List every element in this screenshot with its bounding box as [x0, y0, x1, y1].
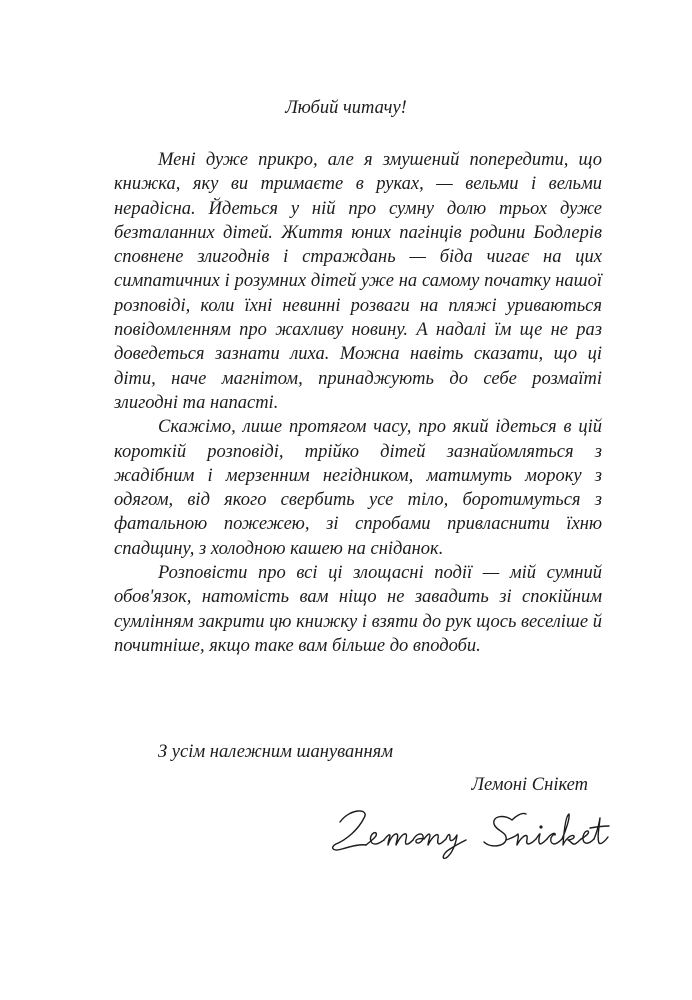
- letter-body: [114, 148, 602, 658]
- letter-paragraph-2: Скажімо, лише протягом часу, про який ідеться в цій короткій розповіді, трійко дітей зазнайомляться з жадібним і мерзенним негідником, матимуть мороку з одягом, від якого свербить усе тіло, боротимуться з фатальною пожежею, зі спробами привласнити їхню спадщину, з холодною кашею на сніданок.: [114, 417, 602, 559]
- handwritten-signature: [326, 800, 612, 862]
- letter-paragraph-3: Розповісти про всі ці злощасні події — мій сумний обов'язок, натомість вам ніщо не завадить зі спокійним сумлінням закрити цю книжку і взяти до рук щось веселіше й почитніше, якщо таке вам більше до вподоби.: [114, 563, 602, 656]
- letter-greeting: Любий читачу!: [285, 98, 407, 118]
- letter-closing: З усім належним шануванням: [158, 742, 394, 762]
- letter-paragraph-1: Мені дуже прикро, але я змушений попередити, що книжка, яку ви тримаєте в руках, — вельми і вельми нерадісна. Йдеться у ній про сумну долю трьох дуже безталанних дітей. Життя юних пагінців родини Бодлерів сповнене злигоднів і страждань — біда чигає на цих симпатичних і розумних дітей уже на самому початку нашої розповіді, коли їхні невинні розваги на пляжі уриваються повідомленням про жахливу новину. А надалі їм ще не раз доведеться зазнати лиха. Можна навіть сказати, що ці діти, наче магнітом, принаджують до себе розмаїті злигодні та напасті.: [114, 150, 602, 413]
- letter-author: Лемоні Снікет: [471, 775, 588, 795]
